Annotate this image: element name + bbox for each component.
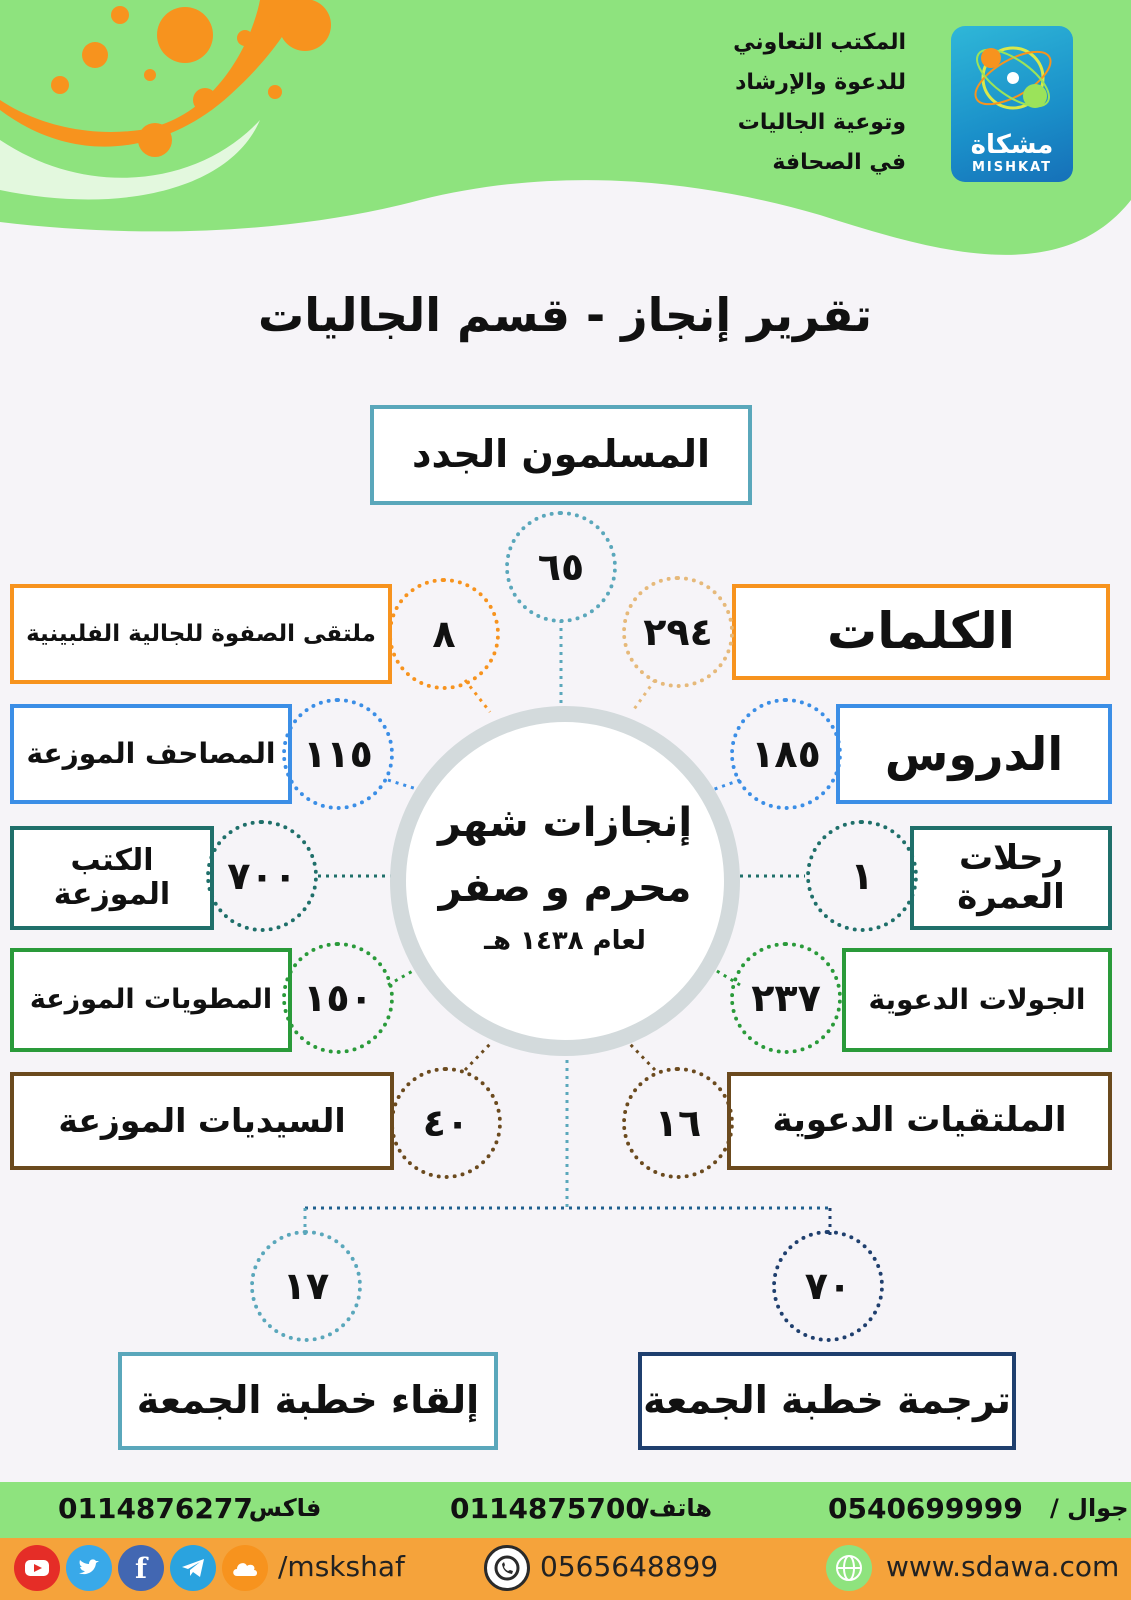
tours-label: الجولات الدعوية <box>842 948 1112 1052</box>
org-name-line-4: في الصحافة <box>772 150 906 175</box>
books-value: ٧٠٠ <box>206 820 318 932</box>
speeches-value: ٢٩٤ <box>622 576 734 688</box>
social-handle[interactable]: /mskshaf <box>278 1550 405 1583</box>
page-title: تقرير إنجاز - قسم الجاليات <box>258 288 872 342</box>
qurans-value: ١١٥ <box>282 698 394 810</box>
lessons-label: الدروس <box>836 704 1112 804</box>
center-line-3: لعام ١٤٣٨ هـ <box>484 926 646 956</box>
youtube-icon[interactable] <box>14 1545 60 1591</box>
khutbah-translation-label: ترجمة خطبة الجمعة <box>638 1352 1016 1450</box>
cloud-icon[interactable] <box>222 1545 268 1591</box>
website-link[interactable]: www.sdawa.com <box>886 1550 1120 1583</box>
phone-label: هاتف/ <box>640 1494 713 1522</box>
org-name-line-2: للدعوة والإرشاد <box>735 70 906 95</box>
forums-value: ١٦ <box>622 1067 734 1179</box>
khutbah-delivery-value: ١٧ <box>250 1230 362 1342</box>
cds-value: ٤٠ <box>390 1067 502 1179</box>
books-label <box>10 826 214 930</box>
umrah-label-line-2: العمرة <box>957 877 1065 917</box>
phone-number: 0114875700 <box>450 1492 645 1525</box>
lessons-value: ١٨٥ <box>730 698 842 810</box>
org-name-line-3: وتوعية الجاليات <box>737 110 906 135</box>
brochures-label: المطويات الموزعة <box>10 948 292 1052</box>
qurans-label: المصاحف الموزعة <box>10 704 292 804</box>
tours-value: ٢٣٧ <box>730 942 842 1054</box>
center-line-2: محرم و صفر <box>438 865 692 911</box>
center-line-1: إنجازات شهر <box>437 800 693 846</box>
umrah-value: ١ <box>806 820 918 932</box>
mobile-label: جوال / <box>1050 1494 1129 1522</box>
logo-arabic-word: مشكاة <box>970 130 1054 160</box>
whatsapp-number[interactable]: 0565648899 <box>540 1550 719 1583</box>
whatsapp-icon[interactable] <box>484 1545 530 1591</box>
telegram-icon[interactable] <box>170 1545 216 1591</box>
cds-label: السيديات الموزعة <box>10 1072 394 1170</box>
twitter-icon[interactable] <box>66 1545 112 1591</box>
mobile-number: 0540699999 <box>828 1492 1023 1525</box>
umrah-label <box>910 826 1112 930</box>
books-label-line-2: الموزعة <box>53 877 171 912</box>
speeches-label: الكلمات <box>732 584 1110 680</box>
globe-icon[interactable] <box>826 1545 872 1591</box>
filipino-forum-label: ملتقى الصفوة للجالية الفلبينية <box>10 584 392 684</box>
new-muslims-label: المسلمون الجدد <box>370 405 752 505</box>
forums-label: الملتقيات الدعوية <box>727 1072 1112 1170</box>
facebook-icon[interactable]: f <box>118 1545 164 1591</box>
org-name-line-1: المكتب التعاوني <box>733 30 906 55</box>
new-muslims-value: ٦٥ <box>505 511 617 623</box>
brochures-value: ١٥٠ <box>282 942 394 1054</box>
umrah-label-line-1: رحلات <box>958 837 1064 878</box>
fax-number: 0114876277 <box>58 1492 253 1525</box>
books-label-line-1: الكتب <box>70 842 154 878</box>
logo-latin-word: MISHKAT <box>971 160 1052 175</box>
filipino-forum-value: ٨ <box>388 578 500 690</box>
khutbah-translation-value: ٧٠ <box>772 1230 884 1342</box>
fax-label: فاكس/ <box>240 1494 322 1522</box>
khutbah-delivery-label: إلقاء خطبة الجمعة <box>118 1352 498 1450</box>
